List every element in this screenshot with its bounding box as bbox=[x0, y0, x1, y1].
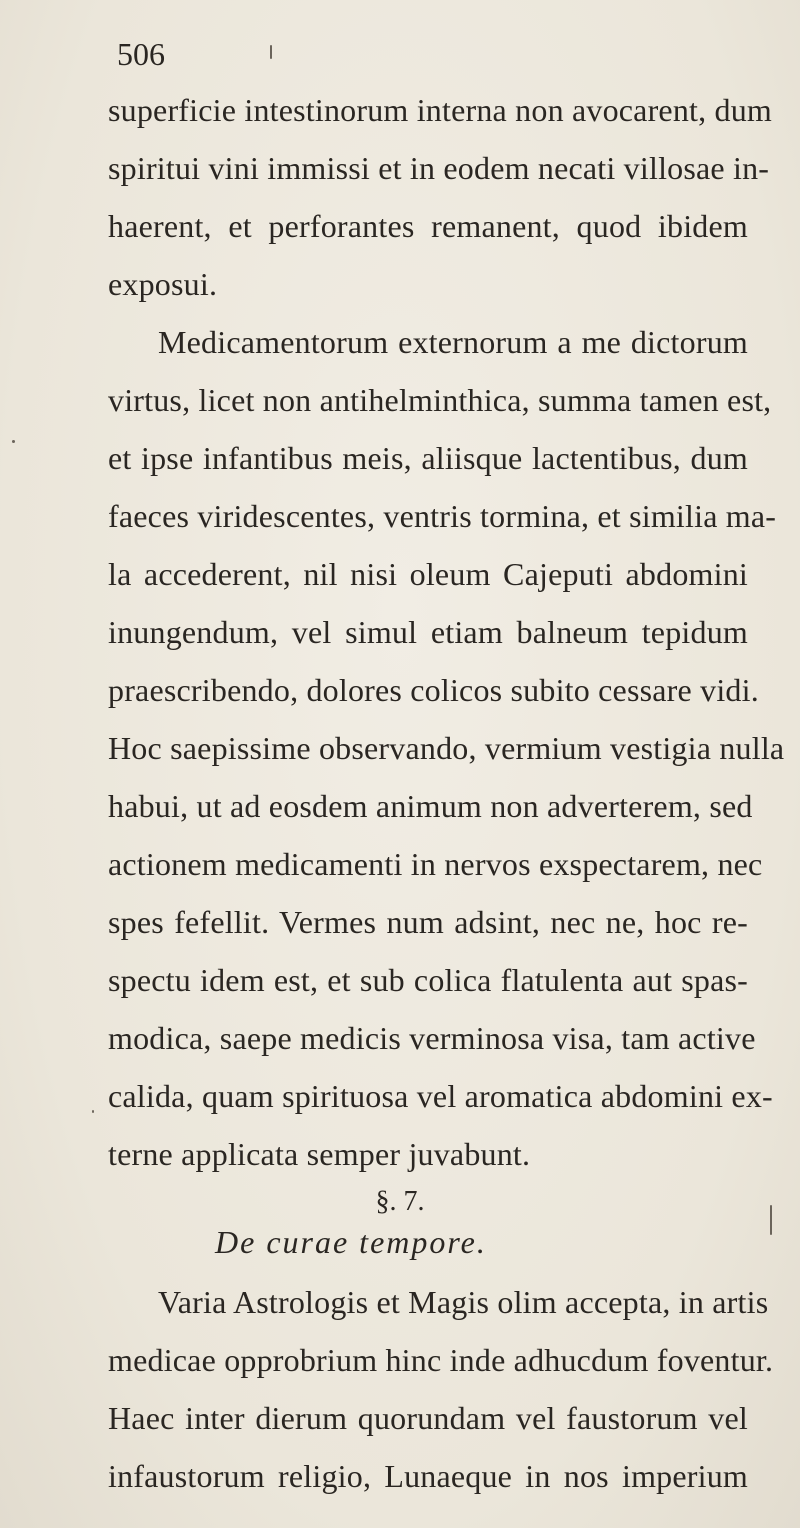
text-line: Varia Astrologis et Magis olim accepta, in artis bbox=[158, 1284, 769, 1320]
text-line: spiritui vini immissi et in eodem necati villosae in- bbox=[108, 150, 770, 186]
text-line: faeces viridescentes, ventris tormina, et similia ma- bbox=[108, 498, 777, 534]
section-title: De curae tempore. bbox=[215, 1224, 487, 1260]
text-line: praescribendo, dolores colicos subito cessare vidi. bbox=[108, 672, 759, 708]
text-line: inungendum, vel simul etiam balneum tepidum bbox=[108, 614, 748, 650]
text-line: haerent, et perforantes remanent, quod ibidem bbox=[108, 208, 748, 244]
text-line: spes fefellit. Vermes num adsint, nec ne, hoc re- bbox=[108, 904, 748, 940]
text-line: exposui. bbox=[108, 266, 218, 302]
page-number: 506 bbox=[117, 36, 165, 72]
text-line: superficie intestinorum interna non avocarent, dum bbox=[108, 92, 773, 128]
text-line: habui, ut ad eosdem animum non adverterem, sed bbox=[108, 788, 753, 824]
text-line: modica, saepe medicis verminosa visa, tam active bbox=[108, 1020, 756, 1056]
section-mark: §. 7. bbox=[375, 1186, 425, 1217]
text-line: Hoc saepissime observando, vermium vestigia nulla bbox=[108, 730, 785, 766]
text-line: Haec inter dierum quorundam vel faustorum vel bbox=[108, 1400, 748, 1436]
text-line: virtus, licet non antihelminthica, summa tamen est, bbox=[108, 382, 772, 418]
text-line: terne applicata semper juvabunt. bbox=[108, 1136, 531, 1172]
text-line: la accederent, nil nisi oleum Cajeputi abdomini bbox=[108, 556, 748, 592]
text-line: infaustorum religio, Lunaeque in nos imperium bbox=[108, 1458, 748, 1494]
text-line: actionem medicamenti in nervos exspectarem, nec bbox=[108, 846, 763, 882]
text-line: calida, quam spirituosa vel aromatica abdomini ex- bbox=[108, 1078, 773, 1114]
text-line: spectu idem est, et sub colica flatulenta aut spas- bbox=[108, 962, 748, 998]
text-line: medicae opprobrium hinc inde adhucdum foventur. bbox=[108, 1342, 774, 1378]
text-line: et ipse infantibus meis, aliisque lactentibus, dum bbox=[108, 440, 748, 476]
text-line: Medicamentorum externorum a me dictorum bbox=[158, 324, 748, 360]
